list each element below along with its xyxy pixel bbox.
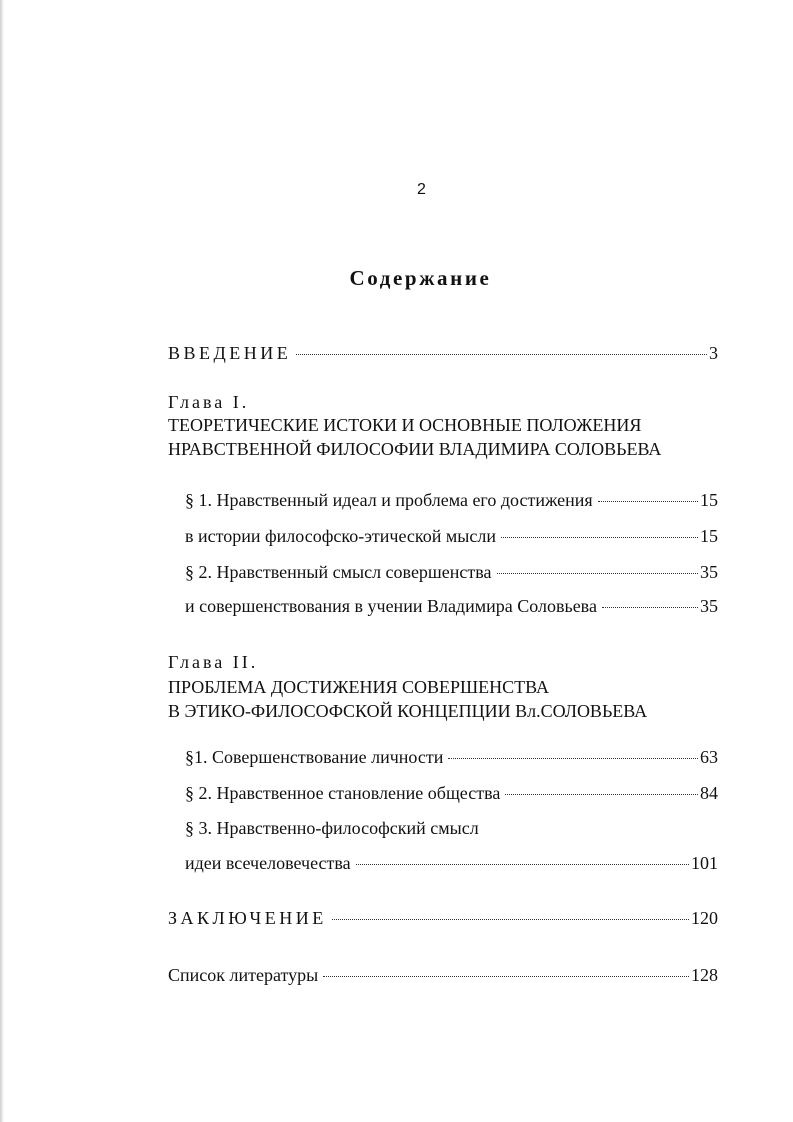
- page-number: 2: [417, 181, 426, 198]
- toc-entry-label: и совершенствования в учении Владимира Соловьева: [185, 596, 597, 616]
- chapter2-label: Глава II.: [168, 652, 259, 672]
- toc-entry-page: 15: [700, 526, 718, 546]
- toc-entry-page: 63: [700, 747, 718, 767]
- toc-entry: [185, 595, 718, 617]
- dot-leader: [448, 758, 698, 759]
- chapter2-title-line1: ПРОБЛЕМА ДОСТИЖЕНИЯ СОВЕРШЕНСТВА: [168, 677, 549, 697]
- toc-entry-page: 120: [691, 908, 718, 928]
- chapter1-label: Глава I.: [168, 392, 250, 412]
- toc-entry-page: 101: [691, 853, 718, 873]
- toc-entry-label: идеи всечеловечества: [185, 853, 351, 873]
- toc-entry-label: §1. Совершенствование личности: [185, 747, 444, 767]
- page-title: Содержание: [349, 266, 492, 290]
- chapter2-title-line2: В ЭТИКО-ФИЛОСОФСКОЙ КОНЦЕПЦИИ Вл.СОЛОВЬЕВА: [168, 701, 648, 721]
- dot-leader: [332, 919, 689, 920]
- dot-leader: [505, 794, 698, 795]
- dot-leader: [602, 607, 698, 608]
- toc-entry-label: Список литературы: [168, 965, 319, 985]
- toc-entry: [185, 489, 718, 511]
- toc-entry: [185, 561, 718, 583]
- toc-entry-page: 35: [700, 596, 718, 616]
- toc-entry-bibliography: [168, 964, 718, 986]
- dot-leader: [501, 537, 698, 538]
- dot-leader: [323, 976, 689, 977]
- toc-entry-page: 15: [700, 490, 718, 510]
- dot-leader: [296, 354, 707, 355]
- dot-leader: [497, 573, 698, 574]
- toc-entry-label: § 3. Нравственно-философский смысл: [185, 818, 479, 838]
- chapter1-title-line2: НРАВСТВЕННОЙ ФИЛОСОФИИ ВЛАДИМИРА СОЛОВЬЕВА: [168, 439, 662, 459]
- toc-entry-page: 35: [700, 562, 718, 582]
- toc-entry-label: § 2. Нравственный смысл совершенства: [185, 562, 492, 582]
- toc-entry-page: 3: [709, 343, 718, 363]
- toc-entry-label: ЗАКЛЮЧЕНИЕ: [168, 908, 327, 928]
- toc-entry-label: § 1. Нравственный идеал и проблема его достижения: [185, 490, 593, 510]
- chapter1-title-line1: ТЕОРЕТИЧЕСКИЕ ИСТОКИ И ОСНОВНЫЕ ПОЛОЖЕНИЯ: [168, 415, 642, 435]
- toc-entry: [185, 852, 718, 874]
- scan-edge-shadow: [0, 0, 4, 1122]
- toc-entry-page: 84: [700, 783, 718, 803]
- dot-leader: [598, 501, 698, 502]
- toc-entry-label: § 2. Нравственное становление общества: [185, 783, 501, 803]
- toc-entry-page: 128: [691, 965, 718, 985]
- dot-leader: [356, 864, 689, 865]
- toc-entry-label: в истории философско-этической мысли: [185, 526, 496, 546]
- toc-entry: [185, 746, 718, 768]
- toc-entry-introduction: [168, 342, 718, 364]
- toc-entry: [185, 525, 718, 547]
- toc-entry-conclusion: [168, 907, 718, 929]
- toc-entry-label: ВВЕДЕНИЕ: [168, 343, 292, 363]
- toc-entry: [185, 782, 718, 804]
